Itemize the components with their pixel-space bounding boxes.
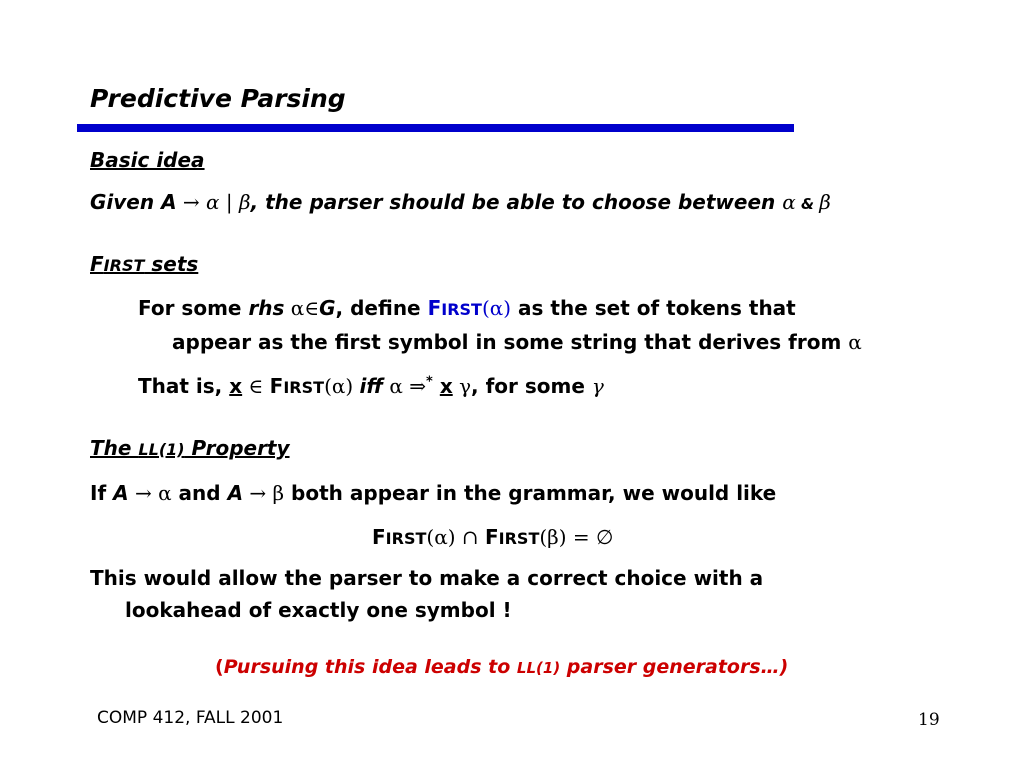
iff-text: iff [359,374,384,398]
first-keyword-irst: IRST [441,300,482,319]
ll1-if-line [90,481,776,505]
first-formal-line [138,374,604,398]
given-ampersand: & [795,195,820,213]
and-text: and [171,481,228,505]
title-underline-rule [77,124,794,132]
element-of-symbol: ∈ [242,374,270,398]
note-ll1: LL(1) [516,659,561,677]
if-A: A [113,481,129,505]
basic-idea-heading: Basic idea [90,148,205,172]
if-A-2: A [227,481,244,505]
given-alpha: α [782,190,796,214]
first-def-line1 [138,296,796,320]
derives-symbol: α ⇒ [383,374,427,398]
grammar-G: G [319,296,336,320]
that-is-text: That is, [138,374,230,398]
ll1-heading-ll: LL(1) [138,440,185,459]
ll1-note [215,656,788,678]
eq-first1-F: F [372,525,386,549]
eq-first1-irst: IRST [385,529,427,548]
first-def-text-b: , define [335,296,428,320]
first-intersection-equation [372,525,613,549]
given-production: → α | β [176,190,251,214]
first-keyword [428,296,512,320]
eq-first2-F: F [484,525,499,549]
if-text: If [90,481,114,505]
gamma-symbol: γ [452,374,472,398]
if-rest-text: both appear in the grammar, we would like [284,481,777,505]
given-prefix: Given [90,190,162,214]
production-alpha: → α [128,481,172,505]
rhs-text: rhs [248,296,285,320]
footer-course: COMP 412, FALL 2001 [97,708,284,728]
first-def-line2-alpha: α [848,330,862,354]
given-A: A [161,190,177,214]
production-beta: → β [243,481,285,505]
first-def-text-c: as the set of tokens that [511,296,796,320]
first-keyword-F: F [427,296,442,320]
consequence-line2: lookahead of exactly one symbol ! [125,598,512,622]
first-def-line2-text: appear as the first symbol in some string that derives from [172,330,849,354]
eq-first2-irst: IRST [498,529,540,548]
gamma-symbol-2: γ [591,374,604,398]
first-heading-F: F [90,252,104,276]
given-line [90,190,831,214]
formal-first-F: F [269,374,284,398]
formal-first-irst: IRST [283,378,325,397]
given-beta: β [819,190,831,214]
ll1-property-heading [90,436,290,460]
ll1-heading-the: The [90,436,139,460]
note-open-paren: ( [215,656,224,678]
token-x: x [229,374,243,398]
alpha-in-symbol: α∈ [284,296,320,320]
ll1-heading-property: Property [184,436,290,460]
kleene-star: * [426,374,433,390]
formal-first-arg: (α) [324,374,360,398]
given-middle-text: , the parser should be able to choose between [250,190,783,214]
first-def-text-a: For some [138,296,249,320]
slide-title: Predictive Parsing [90,84,346,113]
page-number: 19 [918,710,940,730]
note-text-2: parser generators…) [560,656,789,678]
note-text-1: Pursuing this idea leads to [223,656,517,678]
first-sets-heading [90,252,198,276]
first-heading-sets: sets [144,252,199,276]
eq-first1-arg: (α) ∩ [426,525,485,549]
for-some-text: , for some [471,374,592,398]
eq-first2-arg: (β) = ∅ [539,525,614,549]
first-heading-irst: IRST [103,256,145,275]
token-x-2: x [439,374,453,398]
first-keyword-arg: (α) [481,296,512,320]
consequence-line1: This would allow the parser to make a correct choice with a [90,566,764,590]
first-def-line2 [172,330,862,354]
